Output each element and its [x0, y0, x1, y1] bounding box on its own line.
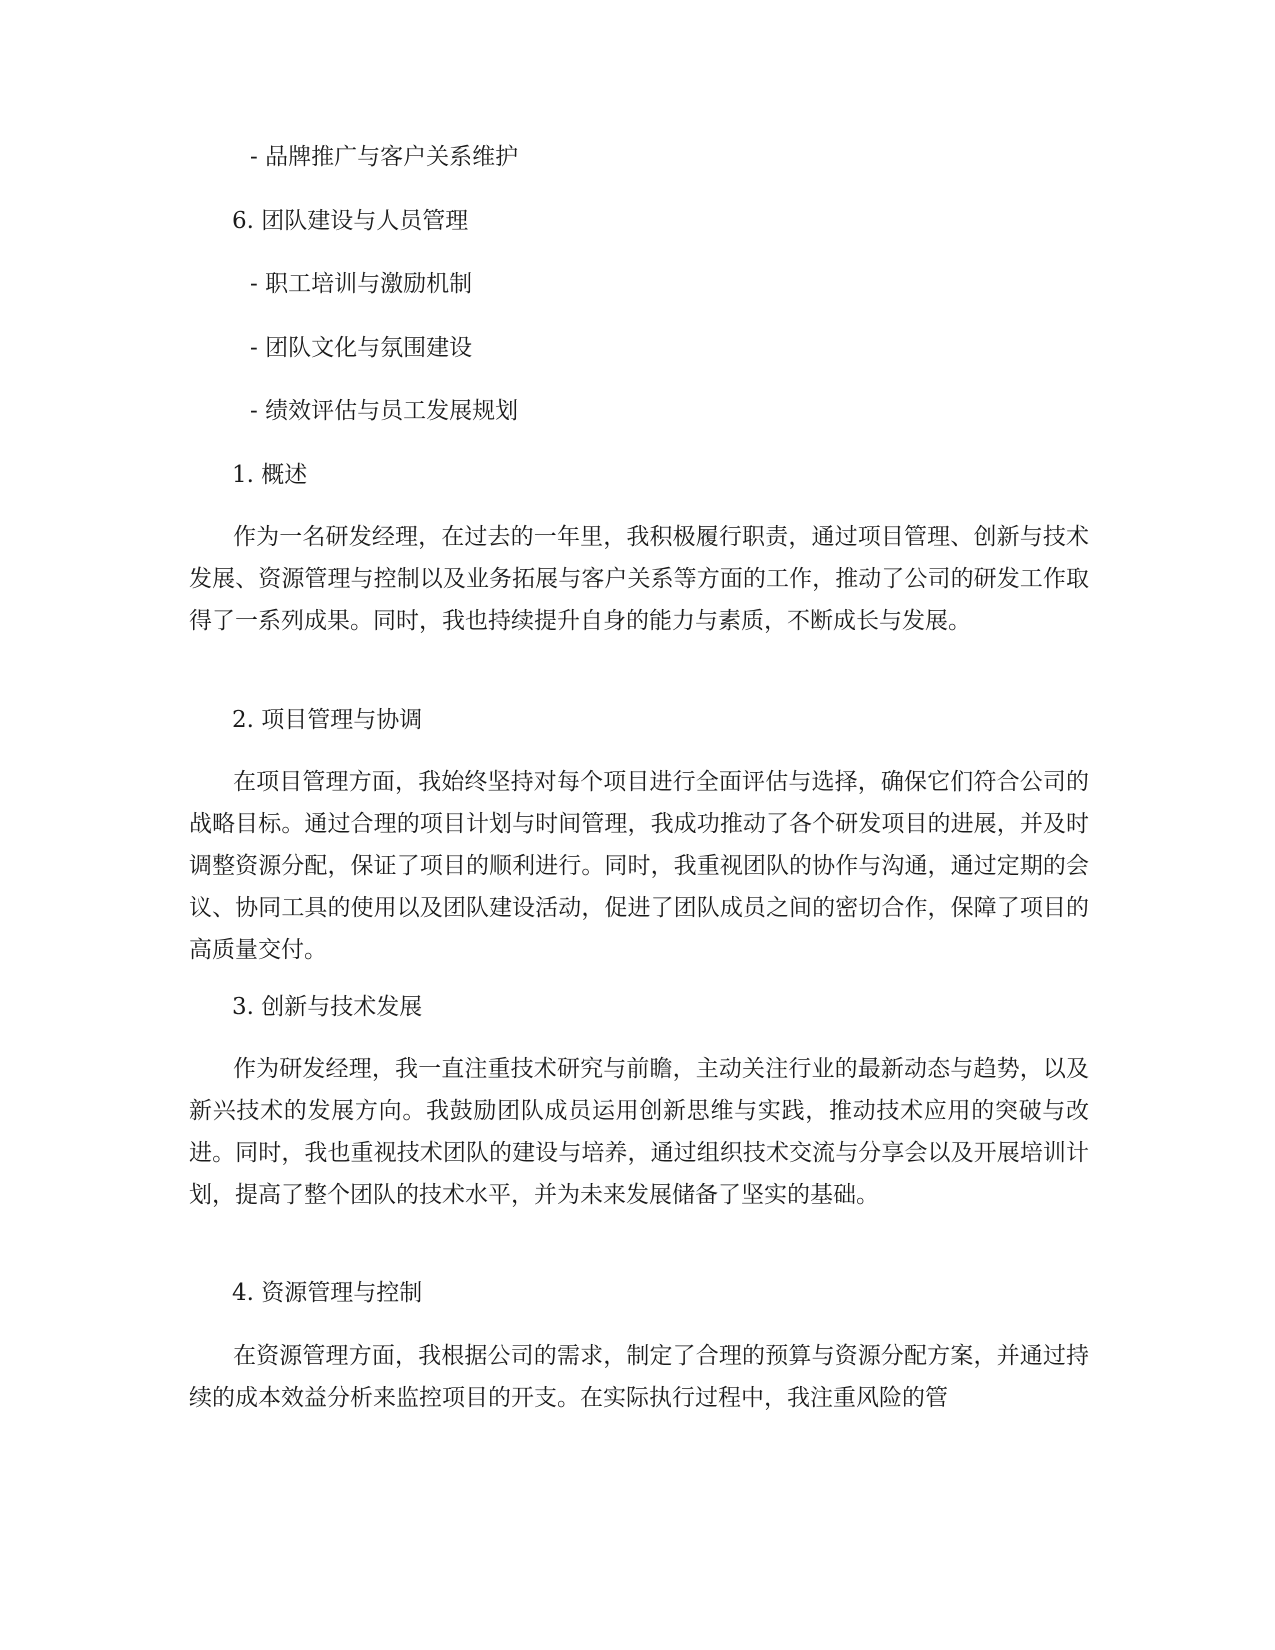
bullet-performance-evaluation: - 绩效评估与员工发展规划	[250, 398, 519, 424]
bullet-brand-promotion: - 品牌推广与客户关系维护	[250, 144, 519, 170]
heading-team-building: 6. 团队建设与人员管理	[232, 208, 469, 234]
paragraph-overview: 作为一名研发经理，在过去的一年里，我积极履行职责，通过项目管理、创新与技术发展、资源管理与控制以及业务拓展与客户关系等方面的工作，推动了公司的研发工作取得了一系列成果。同时，我也持续提升自身的能力与素质，不断成长与发展。	[189, 524, 1089, 634]
bullet-team-culture: - 团队文化与氛围建设	[250, 335, 473, 361]
heading-resource-management: 4. 资源管理与控制	[232, 1280, 423, 1306]
paragraph-project-management: 在项目管理方面，我始终坚持对每个项目进行全面评估与选择，确保它们符合公司的战略目标。通过合理的项目计划与时间管理，我成功推动了各个研发项目的进展，并及时调整资源分配，保证了项目的顺利进行。同时，我重视团队的协作与沟通，通过定期的会议、协同工具的使用以及团队建设活动，促进了团队成员之间的密切合作，保障了项目的高质量交付。	[189, 769, 1089, 963]
heading-project-management: 2. 项目管理与协调	[232, 707, 423, 733]
heading-innovation: 3. 创新与技术发展	[232, 994, 423, 1020]
bullet-staff-training: - 职工培训与激励机制	[250, 271, 473, 297]
paragraph-innovation: 作为研发经理，我一直注重技术研究与前瞻，主动关注行业的最新动态与趋势，以及新兴技术的发展方向。我鼓励团队成员运用创新思维与实践，推动技术应用的突破与改进。同时，我也重视技术团队的建设与培养，通过组织技术交流与分享会以及开展培训计划，提高了整个团队的技术水平，并为未来发展储备了坚实的基础。	[189, 1056, 1089, 1208]
heading-overview: 1. 概述	[232, 462, 308, 488]
paragraph-resource-management: 在资源管理方面，我根据公司的需求，制定了合理的预算与资源分配方案，并通过持续的成本效益分析来监控项目的开支。在实际执行过程中，我注重风险的管	[189, 1343, 1089, 1411]
